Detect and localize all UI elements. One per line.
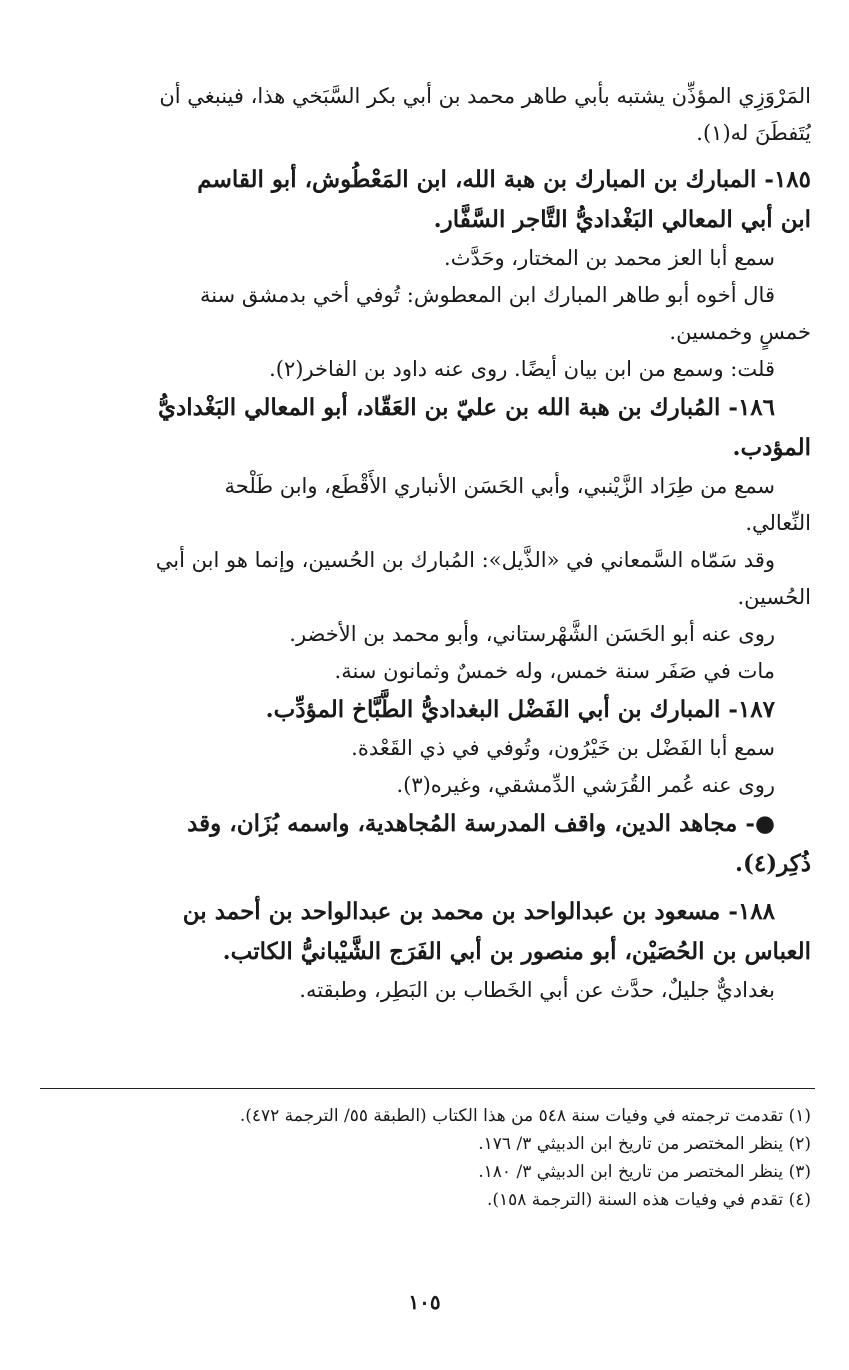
entry-heading-mujahid: ●- مجاهد الدين، واقف المدرسة المُجاهدية، واسمه بُزَان، وقد bbox=[187, 810, 775, 837]
text-line-11: سمع من طِرَاد الزَّيْنبي، وأبي الحَسَن الأنباري الأَقْطَع، وابن طَلْحة bbox=[224, 474, 775, 498]
text-line-13: وقد سَمّاه السَّمعاني في «الذَّيل»: المُبارك بن الحُسين، وإنما هو ابن أبي bbox=[155, 548, 775, 572]
text-line-19: روى عنه عُمر القُرَشي الدِّمشقي، وغيره(٣). bbox=[396, 773, 775, 797]
text-line-12: النِّعالي. bbox=[745, 511, 811, 535]
text-line-8: قلت: وسمع من ابن بيان أيضًا. روى عنه داود بن الفاخر(٢). bbox=[269, 357, 775, 381]
footnote-text: تقدمت ترجمته في وفيات سنة ٥٤٨ من هذا الكتاب (الطبقة ٥٥/ الترجمة ٤٧٢). bbox=[239, 1106, 784, 1126]
text-line-14: الحُسين. bbox=[737, 585, 811, 609]
text-line-6: قال أخوه أبو طاهر المبارك ابن المعطوش: تُوفي أخي بدمشق سنة bbox=[199, 283, 775, 307]
text-line-15: روى عنه أبو الحَسَن الشَّهْرستاني، وأبو محمد بن الأخضر. bbox=[289, 622, 775, 646]
entry-heading-188: ١٨٨- مسعود بن عبدالواحد بن محمد بن عبدالواحد بن أحمد بن bbox=[182, 898, 775, 925]
footnote-3 bbox=[40, 1158, 811, 1186]
entry-heading-186: ١٨٦- المُبارك بن هبة الله بن عليّ بن العَقّاد، أبو المعالي البَغْداديُّ bbox=[158, 394, 775, 421]
text-line-24: بغداديٌّ جليلٌ، حدَّث عن أبي الخَطاب بن البَطِر، وطبقته. bbox=[299, 978, 775, 1002]
entry-heading-185: ١٨٥- المبارك بن المبارك بن هبة الله، ابن المَعْطُوش، أبو القاسم bbox=[197, 166, 811, 193]
entry-heading-186-cont: المؤدب. bbox=[732, 434, 811, 461]
entry-heading-187: ١٨٧- المبارك بن أبي الفَضْل البغداديُّ الطَّبَّاخ المؤدِّب. bbox=[265, 696, 775, 723]
text-line-5: سمع أبا العز محمد بن المختار، وحَدَّث. bbox=[444, 246, 775, 270]
footnotes bbox=[40, 1102, 811, 1214]
footnote-2 bbox=[40, 1130, 811, 1158]
footnote-1 bbox=[40, 1102, 811, 1130]
text-line-18: سمع أبا الفَضْل بن خَيْرُون، وتُوفي في ذي القَعْدة. bbox=[351, 736, 775, 760]
footnote-separator bbox=[40, 1088, 815, 1089]
text-line-7: خمسٍ وخمسين. bbox=[669, 320, 811, 344]
text-line-16: مات في صَفَر سنة خمس، وله خمسٌ وثمانون سنة. bbox=[334, 659, 775, 683]
footnote-text: تقدم في وفيات هذه السنة (الترجمة ١٥٨). bbox=[486, 1190, 784, 1210]
footnote-number: (٣) bbox=[788, 1162, 811, 1182]
page-body bbox=[70, 78, 811, 1009]
footnote-number: (١) bbox=[788, 1106, 811, 1126]
text-line-2: يُتَفطَنَ له(١). bbox=[696, 121, 811, 145]
page-number: ١٠٥ bbox=[408, 1290, 441, 1314]
footnote-text: ينظر المختصر من تاريخ ابن الدبيثي ٣/ ١٨٠. bbox=[478, 1162, 784, 1182]
footnote-number: (٢) bbox=[788, 1134, 811, 1154]
entry-heading-mujahid-cont: ذُكِر(٤). bbox=[734, 850, 811, 877]
footnote-text: ينظر المختصر من تاريخ ابن الدبيثي ٣/ ١٧٦. bbox=[478, 1134, 784, 1154]
text-line-1: المَرْوَزِي المؤذِّن يشتبه بأبي طاهر محمد بن أبي بكر السَّبَخي هذا، فينبغي أن bbox=[159, 84, 811, 108]
entry-heading-185-cont: ابن أبي المعالي البَغْداديُّ التَّاجر السَّفَّار. bbox=[433, 206, 811, 233]
entry-heading-188-cont: العباس بن الحُصَيْن، أبو منصور بن أبي الفَرَج الشَّيْبانيُّ الكاتب. bbox=[222, 938, 811, 965]
footnote-number: (٤) bbox=[788, 1190, 811, 1210]
footnote-4 bbox=[40, 1186, 811, 1214]
